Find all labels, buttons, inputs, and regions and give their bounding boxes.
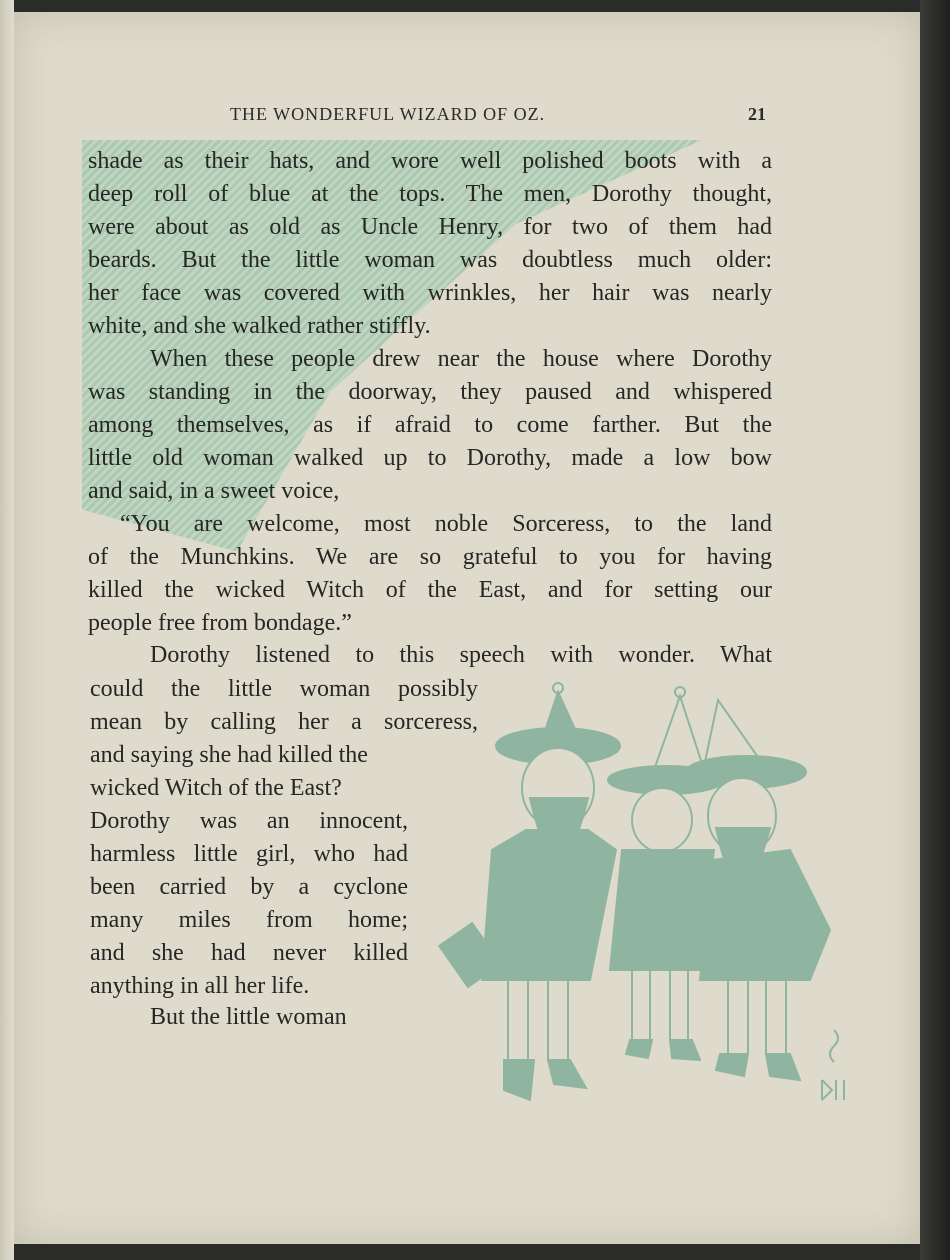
text-line: was standing in the doorway, they paused and whispered bbox=[88, 379, 772, 405]
munchkin-middle-figure bbox=[608, 687, 724, 1060]
text-line: killed the wicked Witch of the East, and for setting our bbox=[88, 577, 772, 603]
text-line: Dorothy was an innocent, bbox=[90, 808, 408, 834]
munchkins-illustration bbox=[430, 680, 850, 1110]
text-line: wicked Witch of the East? bbox=[90, 775, 342, 801]
book-spine bbox=[0, 0, 14, 1260]
text-line: her face was covered with wrinkles, her hair was nearly bbox=[88, 280, 772, 306]
text-line: mean by calling her a sorceress, bbox=[90, 709, 478, 735]
text-line: beards. But the little woman was doubtless much older: bbox=[88, 247, 772, 273]
page-number: 21 bbox=[748, 104, 766, 124]
text-line: among themselves, as if afraid to come farther. But the bbox=[88, 412, 772, 438]
text-line: and saying she had killed the bbox=[90, 742, 368, 768]
text-line: could the little woman possibly bbox=[90, 676, 478, 702]
text-line: white, and she walked rather stiffly. bbox=[88, 313, 431, 339]
text-line: But the little woman bbox=[150, 1004, 347, 1030]
text-line: been carried by a cyclone bbox=[90, 874, 408, 900]
artist-signature-mark bbox=[822, 1030, 844, 1100]
text-line: many miles from home; bbox=[90, 907, 408, 933]
text-line: harmless little girl, who had bbox=[90, 841, 408, 867]
running-title: THE WONDERFUL WIZARD OF OZ. bbox=[230, 104, 546, 124]
text-line: little old woman walked up to Dorothy, made a low bow bbox=[88, 445, 772, 471]
text-line: deep roll of blue at the tops. The men, Dorothy thought, bbox=[88, 181, 772, 207]
munchkin-left-figure bbox=[439, 683, 620, 1100]
text-line: shade as their hats, and wore well polished boots with a bbox=[88, 148, 772, 174]
text-line: Dorothy listened to this speech with wonder. What bbox=[150, 642, 772, 668]
book-edge bbox=[920, 0, 950, 1260]
text-line: and she had never killed bbox=[90, 940, 408, 966]
text-line: people free from bondage.” bbox=[88, 610, 352, 636]
text-line: and said, in a sweet voice, bbox=[88, 478, 340, 504]
text-line: When these people drew near the house where Dorothy bbox=[150, 346, 772, 372]
text-line: anything in all her life. bbox=[90, 973, 310, 999]
text-line: were about as old as Uncle Henry, for two of them had bbox=[88, 214, 772, 240]
text-line: of the Munchkins. We are so grateful to you for having bbox=[88, 544, 772, 570]
text-line: “You are welcome, most noble Sorceress, to the land bbox=[120, 511, 772, 537]
